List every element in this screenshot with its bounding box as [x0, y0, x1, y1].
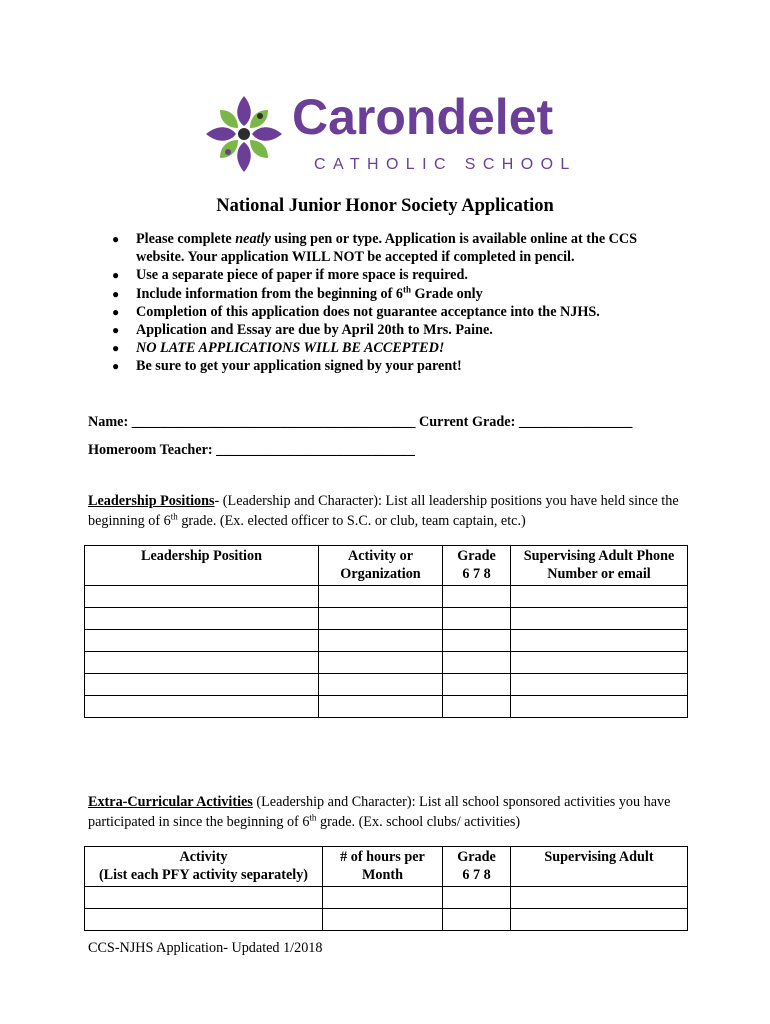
list-item: ● NO LATE APPLICATIONS WILL BE ACCEPTED!	[112, 340, 445, 357]
col-header-supervising-adult: Supervising Adult	[511, 847, 688, 887]
table-cell[interactable]	[323, 909, 443, 931]
bullet-icon: ●	[112, 268, 120, 283]
col-header-activity-organization: Activity or Organization	[319, 546, 443, 586]
table-cell[interactable]	[85, 909, 323, 931]
table-cell[interactable]	[319, 652, 443, 674]
col-header-activity: Activity (List each PFY activity separately)	[85, 847, 323, 887]
table-row	[85, 674, 688, 696]
list-item: ● Include information from the beginning of 6th Grade only	[112, 283, 483, 302]
table-cell[interactable]	[85, 630, 319, 652]
bullet-icon: ●	[112, 286, 120, 301]
table-cell[interactable]	[323, 887, 443, 909]
col-header-hours-per-month: # of hours per Month	[323, 847, 443, 887]
school-logo	[206, 89, 577, 178]
table-cell[interactable]	[85, 652, 319, 674]
table-cell[interactable]	[85, 586, 319, 608]
table-cell[interactable]	[511, 586, 688, 608]
homeroom-teacher-field[interactable]: Homeroom Teacher: ____________________________	[88, 442, 415, 458]
list-item: ● Use a separate piece of paper if more space is required.	[112, 267, 468, 284]
leadership-intro: Leadership Positions- (Leadership and Character): List all leadership positions you have held since the beginning of 6th grade. (Ex. elected officer to S.C. or club, team captain, etc.)	[88, 493, 679, 529]
leadership-table	[84, 545, 688, 718]
col-header-leadership-position: Leadership Position	[85, 546, 319, 586]
table-cell[interactable]	[319, 674, 443, 696]
table-cell[interactable]	[319, 608, 443, 630]
list-item: ● Please complete neatly using pen or type. Application is available online at the CCS website. Your application WILL NOT be accepted if completed in pencil.	[112, 231, 638, 266]
table-cell[interactable]	[511, 909, 688, 931]
table-cell[interactable]	[511, 652, 688, 674]
footer-text: CCS-NJHS Application- Updated 1/2018	[88, 940, 323, 956]
logo-name: Carondelet	[292, 89, 554, 145]
list-item: ● Completion of this application does not guarantee acceptance into the NJHS.	[112, 303, 600, 320]
list-item: ● Application and Essay are due by April 20th to Mrs. Paine.	[112, 322, 493, 339]
table-row	[85, 630, 688, 652]
table-cell[interactable]	[85, 608, 319, 630]
table-cell[interactable]	[443, 608, 511, 630]
logo-subtitle: CATHOLIC SCHOOL	[314, 156, 577, 173]
table-cell[interactable]	[319, 630, 443, 652]
table-cell[interactable]	[443, 652, 511, 674]
instructions-list	[108, 230, 688, 376]
table-row	[85, 608, 688, 630]
extracurricular-intro: Extra-Curricular Activities (Leadership and Character): List all school sponsored activities you have participated in since the beginning of 6th grade. (Ex. school clubs/ activities)	[88, 794, 671, 830]
table-row	[85, 696, 688, 718]
table-cell[interactable]	[443, 630, 511, 652]
table-row	[85, 586, 688, 608]
list-item: ● Be sure to get your application signed by your parent!	[112, 358, 462, 375]
page-title: National Junior Honor Society Application	[216, 196, 554, 216]
col-header-supervising-adult: Supervising Adult Phone Number or email	[511, 546, 688, 586]
name-grade-field[interactable]: Name: ________________________________________ Current Grade: ________________	[88, 414, 633, 430]
table-row	[85, 652, 688, 674]
table-cell[interactable]	[443, 909, 511, 931]
table-cell[interactable]	[319, 696, 443, 718]
table-cell[interactable]	[511, 630, 688, 652]
table-cell[interactable]	[511, 696, 688, 718]
table-cell[interactable]	[85, 696, 319, 718]
table-cell[interactable]	[511, 887, 688, 909]
table-cell[interactable]	[85, 887, 323, 909]
leadership-heading: Leadership Positions	[88, 493, 215, 509]
table-cell[interactable]	[511, 674, 688, 696]
cross-emblem-icon	[206, 94, 286, 178]
bullet-icon: ●	[112, 304, 120, 319]
table-cell[interactable]	[319, 586, 443, 608]
table-cell[interactable]	[511, 608, 688, 630]
bullet-icon: ●	[112, 359, 120, 374]
bullet-icon: ●	[112, 323, 120, 338]
table-cell[interactable]	[85, 674, 319, 696]
table-row	[85, 909, 688, 931]
table-cell[interactable]	[443, 696, 511, 718]
table-cell[interactable]	[443, 586, 511, 608]
col-header-grade: Grade 6 7 8	[443, 546, 511, 586]
extracurricular-heading: Extra-Curricular Activities	[88, 794, 253, 810]
bullet-icon: ●	[112, 341, 120, 356]
table-cell[interactable]	[443, 674, 511, 696]
table-cell[interactable]	[443, 887, 511, 909]
col-header-grade: Grade 6 7 8	[443, 847, 511, 887]
bullet-icon: ●	[112, 232, 120, 246]
extracurricular-table	[84, 846, 688, 931]
table-row	[85, 887, 688, 909]
